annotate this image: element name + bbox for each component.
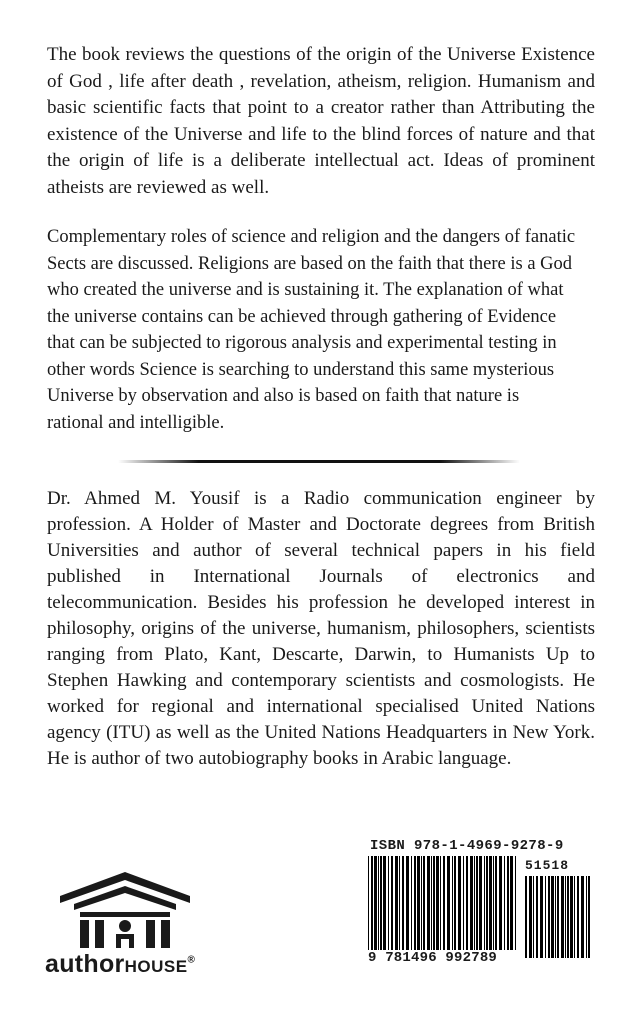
isbn-label: ISBN 978-1-4969-9278-9 [370, 838, 564, 854]
barcode-bar [557, 876, 559, 958]
barcode-bar [368, 856, 369, 958]
barcode-bar [581, 876, 584, 958]
barcode-bar [551, 876, 554, 958]
barcode-bar [433, 856, 435, 958]
barcode-bar [371, 856, 373, 958]
barcode-bar [466, 856, 468, 958]
addon-digits: 51518 [525, 858, 570, 873]
barcode-bar [470, 856, 473, 958]
barcode-bar [574, 876, 575, 958]
barcode-bar [577, 876, 579, 958]
barcode-bar [545, 876, 546, 958]
barcode-bar [431, 856, 432, 958]
barcode-bar [479, 856, 482, 958]
barcode-bar [395, 856, 398, 958]
barcode-bar [411, 856, 412, 958]
barcode-bar [499, 856, 502, 958]
addon-barcode-bars [525, 876, 591, 958]
barcode-bar [423, 856, 425, 958]
barcode-bar [525, 876, 527, 958]
registered-mark: ® [187, 954, 196, 966]
barcode-bar [452, 856, 453, 958]
barcode-bar [383, 856, 386, 958]
barcode-bar [388, 856, 389, 958]
barcode-bar [414, 856, 416, 958]
barcode-bar [507, 856, 509, 958]
barcode-bar [484, 856, 485, 958]
barcode-bar [489, 856, 492, 958]
barcode-bar [536, 876, 538, 958]
barcode-bar [495, 856, 497, 958]
barcode-bar [440, 856, 441, 958]
barcode-bar [565, 876, 566, 958]
barcode-bar [421, 856, 422, 958]
barcode-bar [454, 856, 456, 958]
isbn-barcode [368, 838, 598, 970]
publisher-name [45, 950, 195, 979]
ean-barcode-bars [368, 856, 518, 958]
barcode-bar [570, 876, 573, 958]
publisher-name-author: author [45, 950, 125, 978]
barcode-bar [391, 856, 393, 958]
barcode-bar [510, 856, 513, 958]
barcode-bar [561, 876, 564, 958]
barcode-bar [529, 876, 532, 958]
barcode-bar [586, 876, 587, 958]
barcode-bar [493, 856, 494, 958]
description-paragraph-1: The book reviews the questions of the origin of the Universe Existence of God , life after death , revelation, atheism, religion. Humanism and basic scientific facts that point to a creator rather than Attributing the existence of the Universe and life to the blind forces of nature and that the origin of life is a deliberate intellectual act. Ideas of prominent atheists are reviewed as well. [47, 44, 595, 198]
barcode-bar [427, 856, 430, 958]
barcode-bar [378, 856, 379, 958]
barcode-bar [533, 876, 534, 958]
barcode-bar [436, 856, 439, 958]
barcode-bar [515, 856, 516, 958]
barcode-bar [567, 876, 569, 958]
barcode-bar [540, 876, 543, 958]
barcode-bar [417, 856, 420, 958]
ean-digits: 9 781496 992789 [368, 950, 518, 966]
barcode-bar [374, 856, 377, 958]
barcode-bar [504, 856, 505, 958]
barcode-bar [555, 876, 556, 958]
barcode-bar [463, 856, 464, 958]
section-divider [118, 460, 520, 463]
description-paragraph-2: Complementary roles of science and religion and the dangers of fanatic Sects are discussed. Religions are based on the faith that there is a God who created the universe and is sustaining it. The explanation of what the universe contains can be achieved through gathering of Evidence that can be subjected to rigorous analysis and experimental testing in other words Science is searching to understand this same mysterious Universe by observation and also is based on faith that nature is rational and intelligible. [47, 227, 576, 433]
barcode-bar [474, 856, 475, 958]
barcode-bar [447, 856, 450, 958]
barcode-bar [548, 876, 550, 958]
barcode-bar [402, 856, 404, 958]
barcode-bar [443, 856, 445, 958]
barcode-bar [406, 856, 409, 958]
barcode-bar [458, 856, 461, 958]
barcode-bar [380, 856, 382, 958]
barcode-bar [399, 856, 400, 958]
publisher-name-house: HOUSE [124, 957, 188, 976]
barcode-bar [486, 856, 488, 958]
author-bio: Dr. Ahmed M. Yousif is a Radio communication engineer by profession. A Holder of Master and Doctorate degrees from British Universities and author of several technical papers in his field published in International Journals of electronics and telecommunication. Besides his profession he developed interest in philosophy, origins of the universe, humanism, philosophers, scientists ranging from Plato, Kant, Descarte, Darwin, to Humanists Up to Stephen Hawking and contemporary scientists and cosmologists. He worked for regional and international specialised United Nations agency (ITU) as well as the United Nations Headquarters in New York. He is author of two autobiography books in Arabic language. [47, 488, 595, 769]
barcode-bar [588, 876, 590, 958]
barcode-bar [476, 856, 478, 958]
